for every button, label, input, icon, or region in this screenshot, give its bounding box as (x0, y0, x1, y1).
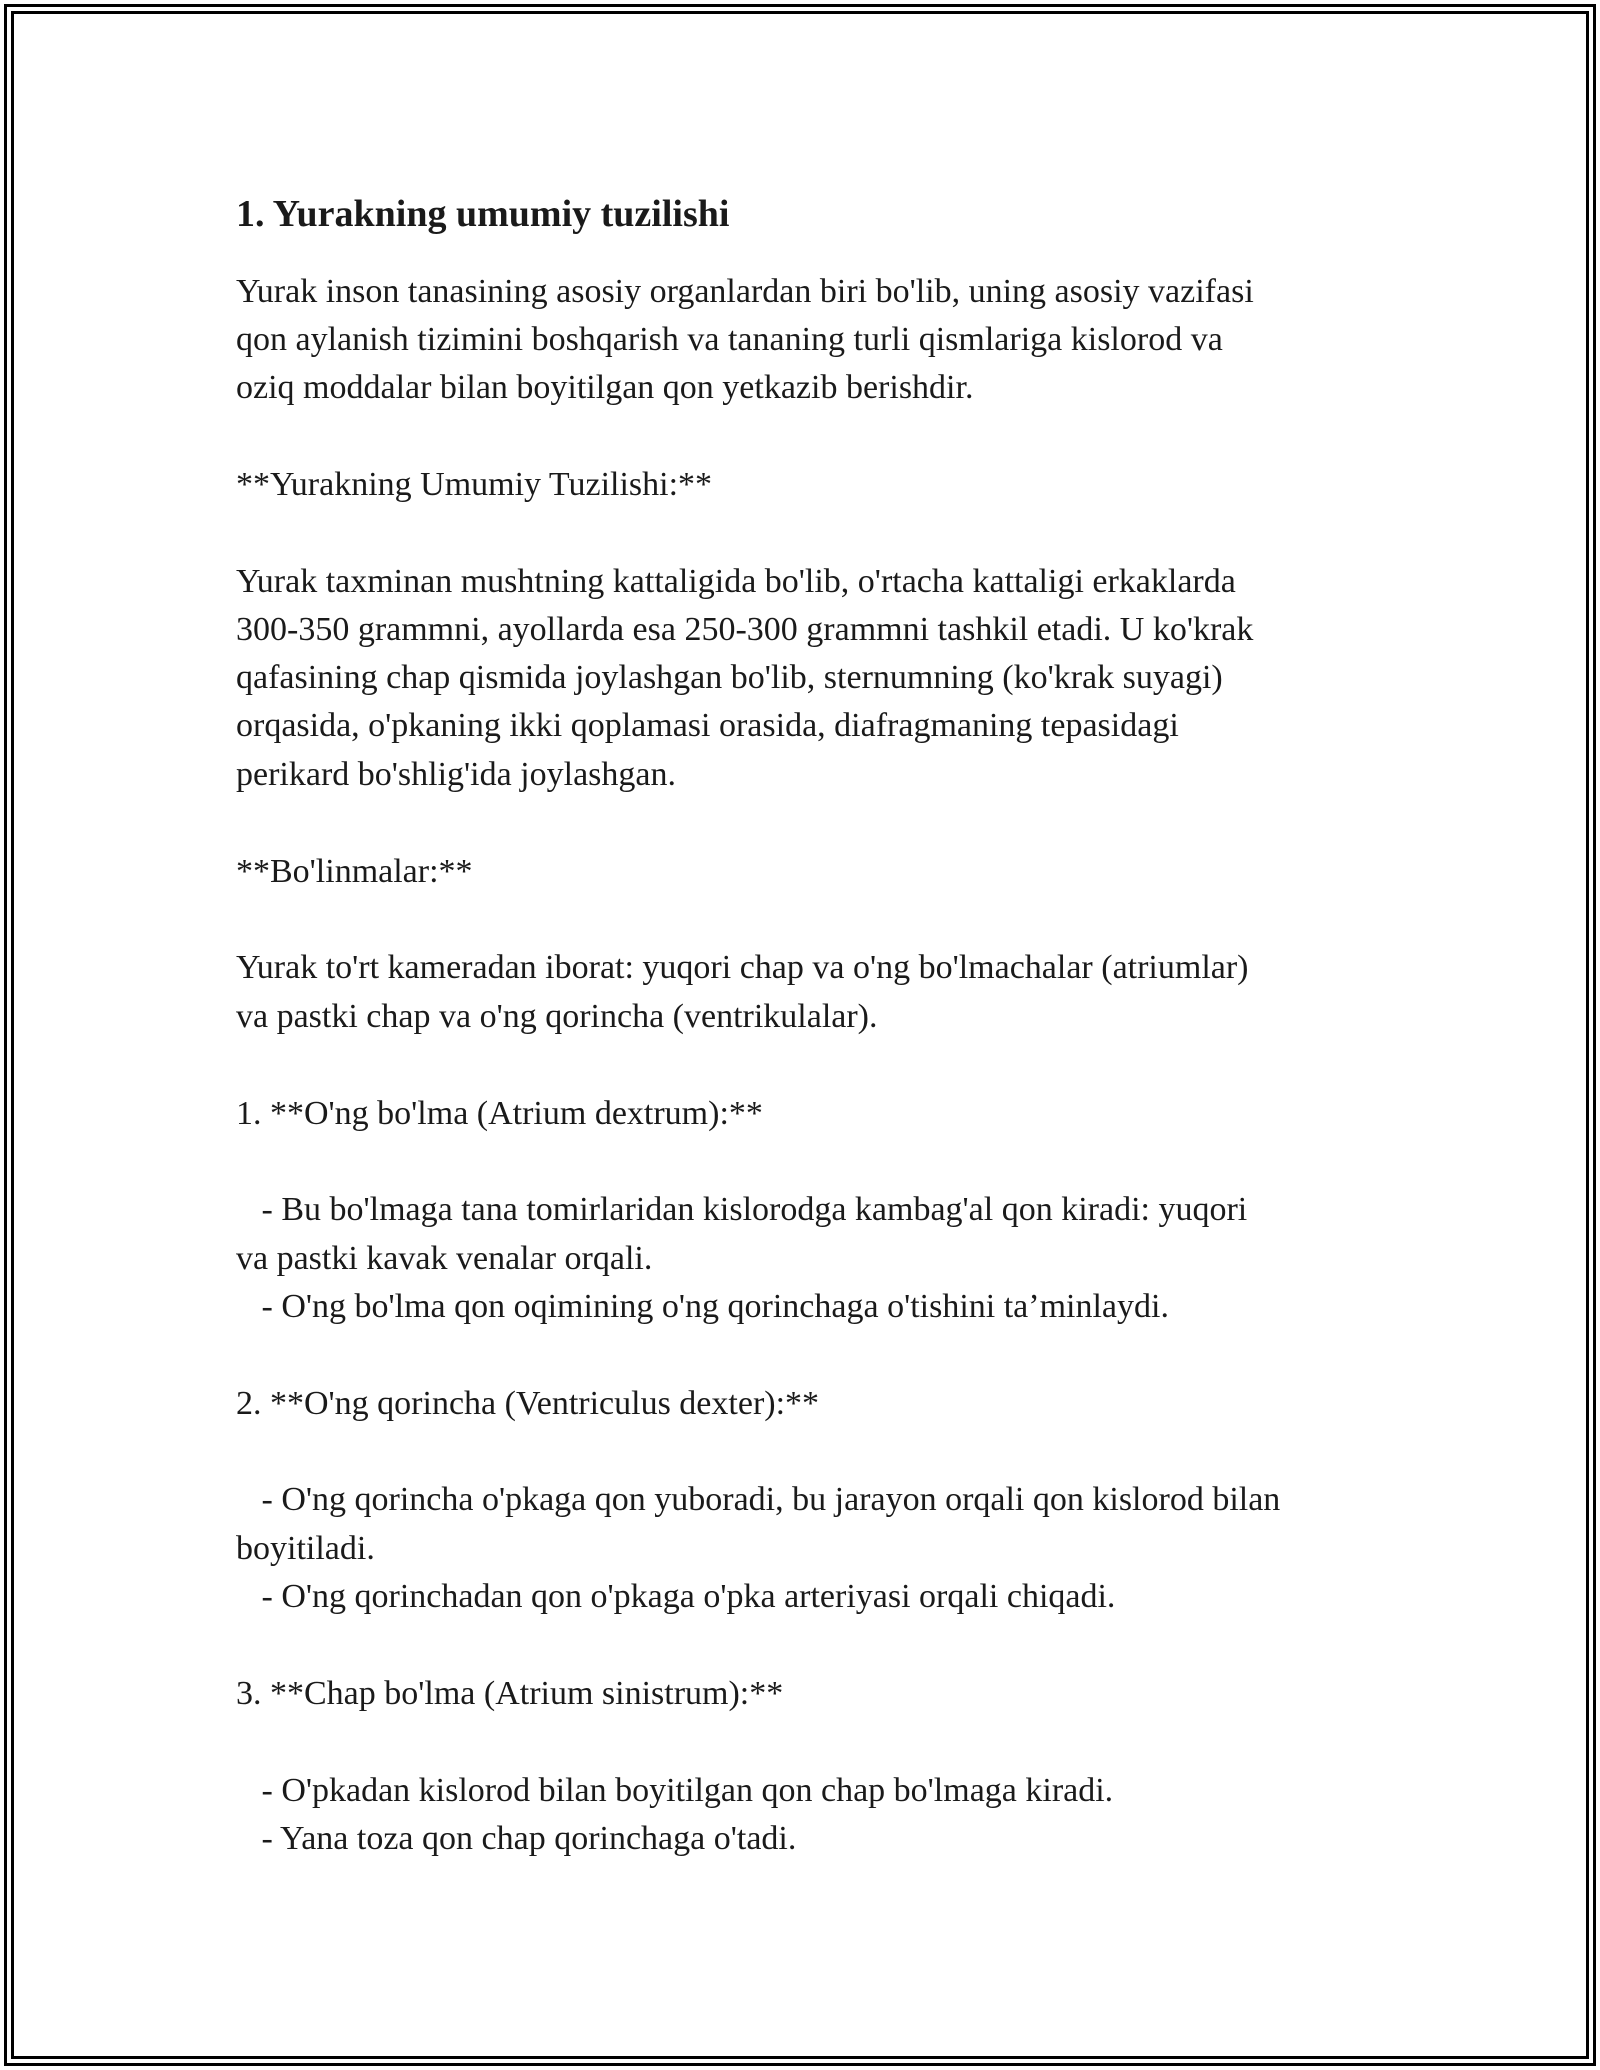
section-heading: 1. Yurakning umumiy tuzilishi (236, 193, 730, 235)
text-line: va pastki kavak venalar orqali. (236, 1240, 653, 1277)
text-line: Yurak inson tanasining asosiy organlardan biri bo'lib, uning asosiy vazifasi (236, 273, 1254, 310)
text-line: - O'ng qorinchadan qon o'pkaga o'pka arteriyasi orqali chiqadi. (236, 1578, 1116, 1615)
text-line: perikard bo'shlig'ida joylashgan. (236, 756, 676, 793)
text-line: 300-350 grammni, ayollarda esa 250-300 grammni tashkil etadi. U ko'krak (236, 611, 1254, 648)
text-line: - Bu bo'lmaga tana tomirlaridan kislorodga kambag'al qon kiradi: yuqori (236, 1191, 1248, 1228)
text-line: 3. **Chap bo'lma (Atrium sinistrum):** (236, 1675, 784, 1712)
text-line: Yurak taxminan mushtning kattaligida bo'lib, o'rtacha kattaligi erkaklarda (236, 563, 1236, 600)
text-line: oziq moddalar bilan boyitilgan qon yetkazib berishdir. (236, 369, 974, 406)
text-line: boyitiladi. (236, 1530, 375, 1567)
text-line: 1. **O'ng bo'lma (Atrium dextrum):** (236, 1095, 763, 1132)
text-line: - O'ng bo'lma qon oqimining o'ng qorinchaga o'tishini ta’minlaydi. (236, 1288, 1169, 1325)
text-line: - O'pkadan kislorod bilan boyitilgan qon chap bo'lmaga kiradi. (236, 1772, 1114, 1809)
text-line: orqasida, o'pkaning ikki qoplamasi orasida, diafragmaning tepasidagi (236, 707, 1179, 744)
text-line: qafasining chap qismida joylashgan bo'lib, sternumning (ko'krak suyagi) (236, 659, 1223, 696)
text-line: - Yana toza qon chap qorinchaga o'tadi. (236, 1820, 797, 1857)
text-line: - O'ng qorincha o'pkaga qon yuboradi, bu jarayon orqali qon kislorod bilan (236, 1481, 1281, 1518)
text-line: qon aylanish tizimini boshqarish va tananing turli qismlariga kislorod va (236, 321, 1223, 358)
text-line: Yurak to'rt kameradan iborat: yuqori chap va o'ng bo'lmachalar (atriumlar) (236, 949, 1249, 986)
text-line: **Yurakning Umumiy Tuzilishi:** (236, 466, 713, 503)
text-line: va pastki chap va o'ng qorincha (ventrikulalar). (236, 998, 878, 1035)
text-line: **Bo'linmalar:** (236, 853, 473, 890)
text-line: 2. **O'ng qorincha (Ventriculus dexter):** (236, 1385, 820, 1422)
